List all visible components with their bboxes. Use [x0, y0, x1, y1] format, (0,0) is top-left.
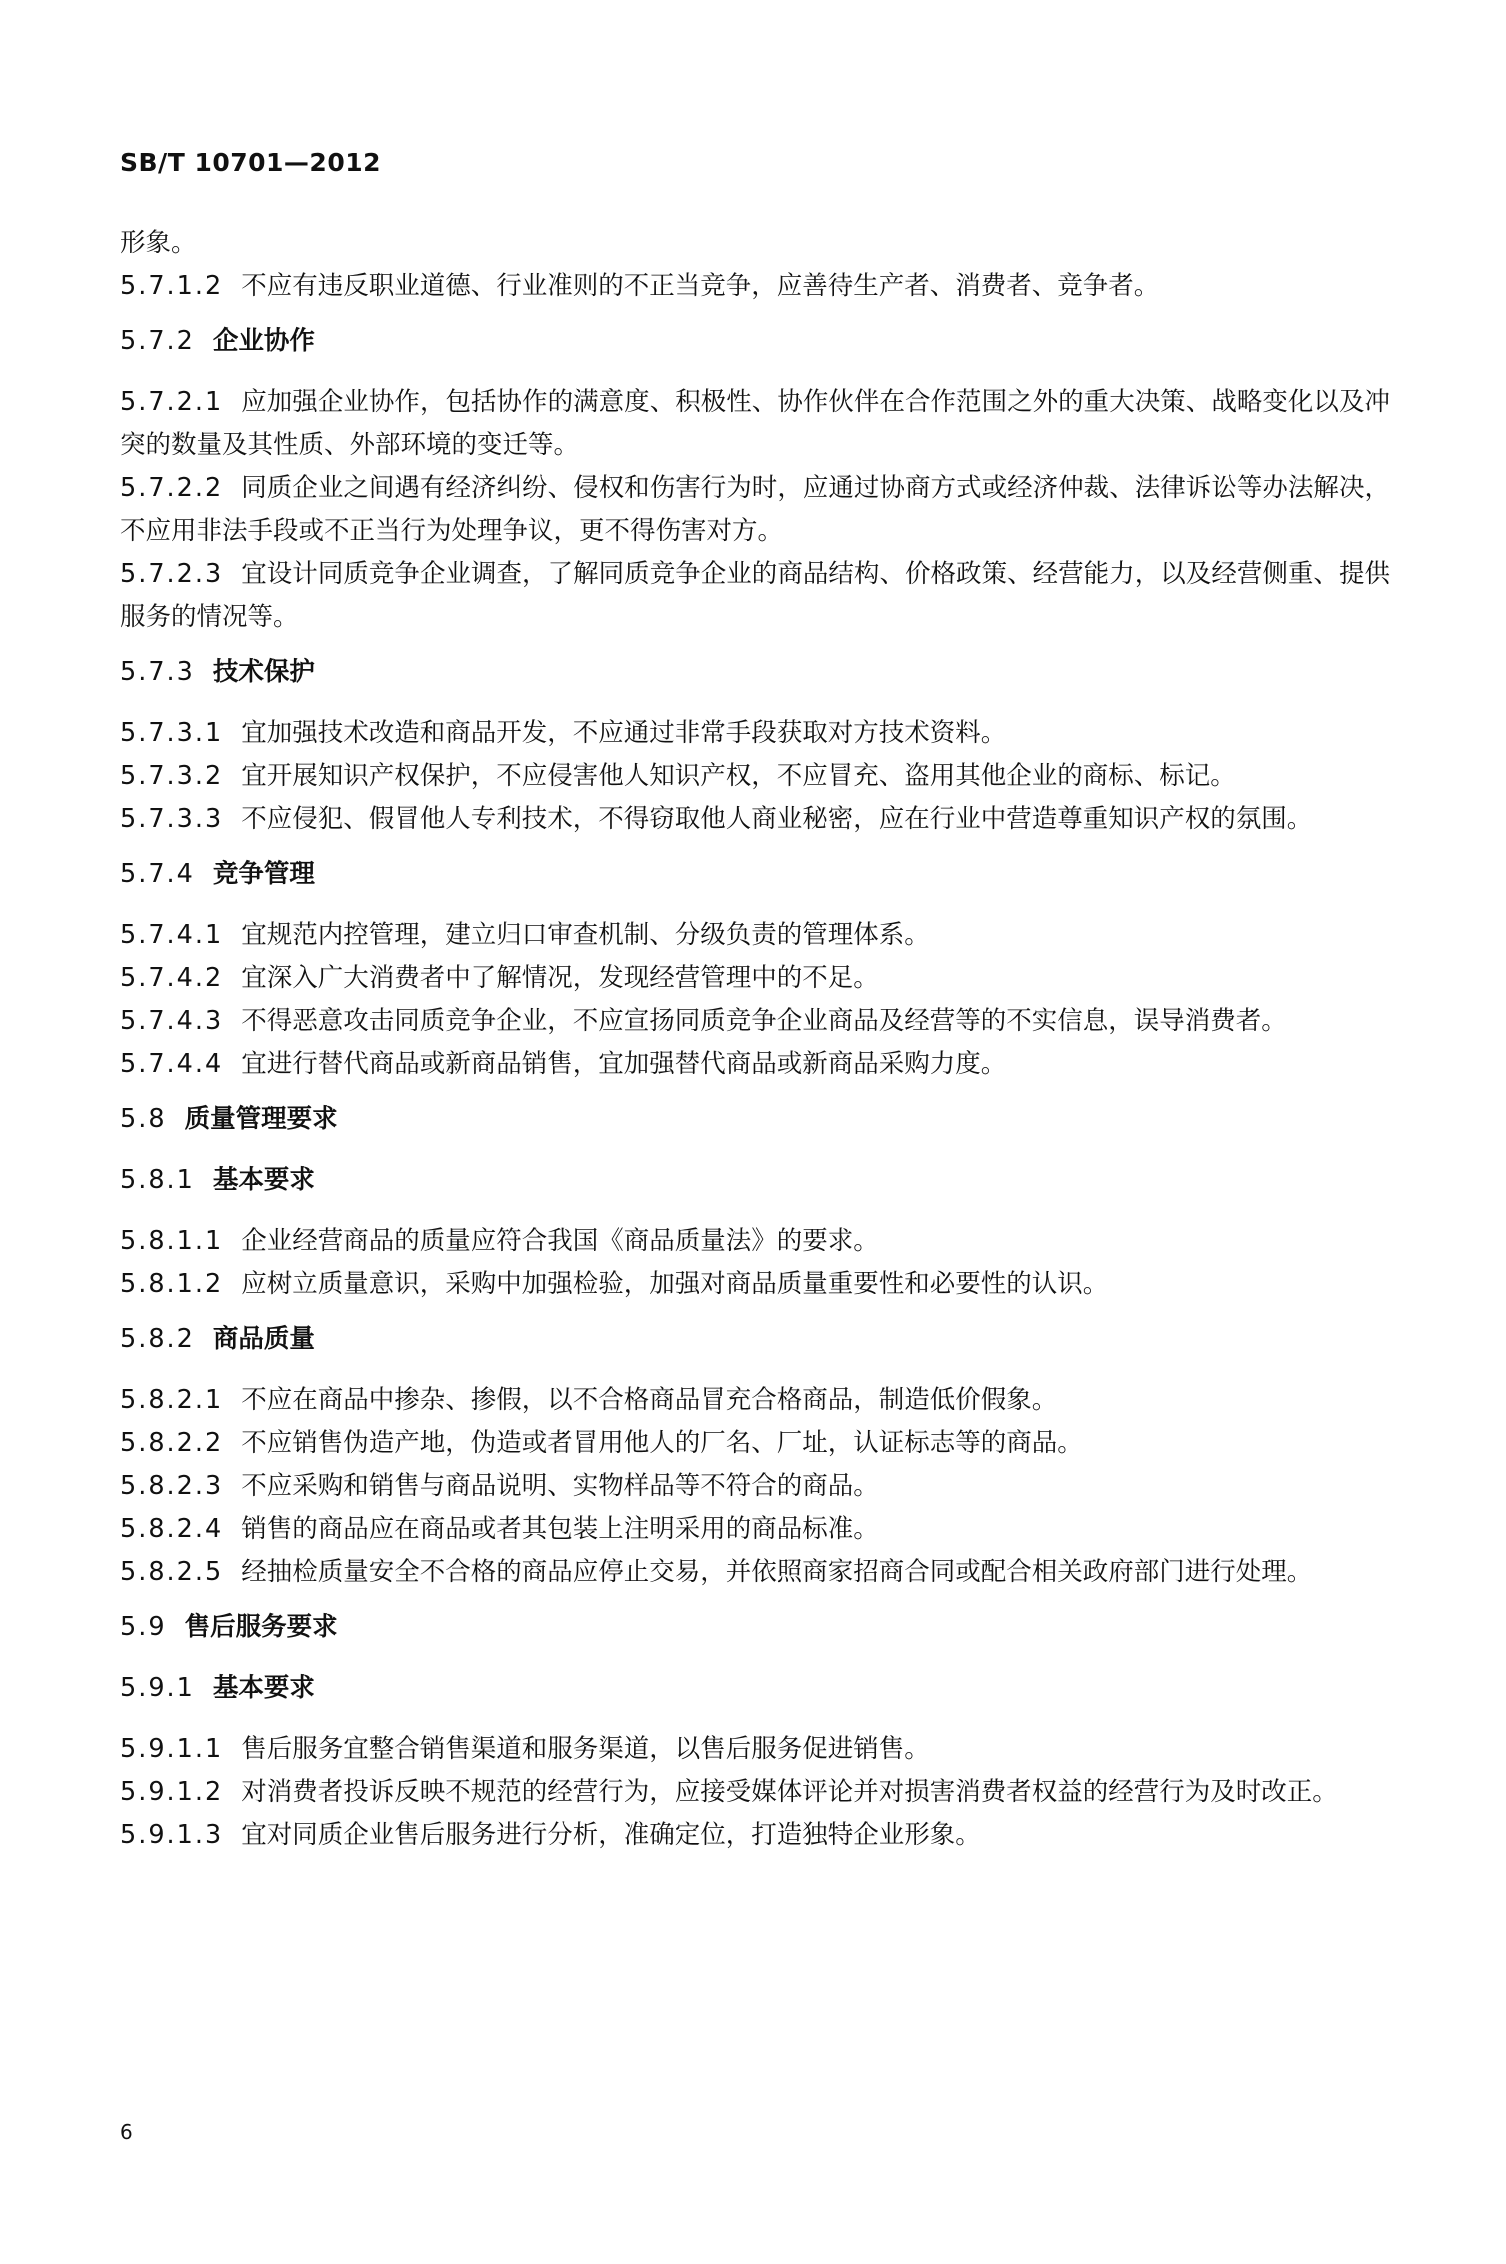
- clause-paragraph: [120, 1220, 1390, 1263]
- clause-text: 不应销售伪造产地，伪造或者冒用他人的厂名、厂址，认证标志等的商品。: [241, 1428, 1083, 1458]
- clause-text: 竞争管理: [212, 859, 315, 889]
- clause-paragraph: [120, 957, 1390, 1000]
- clause-number: 5.8.2.3: [120, 1471, 224, 1501]
- section-heading: [120, 1318, 1390, 1361]
- clause-text: 应加强企业协作，包括协作的满意度、积极性、协作伙伴在合作范围之外的重大决策、战略变化以及冲突的数量及其性质、外部环境的变迁等。: [120, 387, 1390, 460]
- clause-paragraph: [120, 798, 1390, 841]
- clause-paragraph: [120, 1771, 1390, 1814]
- clause-number: 5.8.2.4: [120, 1514, 224, 1544]
- clause-text: 不应有违反职业道德、行业准则的不正当竞争，应善待生产者、消费者、竞争者。: [241, 271, 1160, 301]
- clause-number: 5.9.1.3: [120, 1820, 224, 1850]
- clause-paragraph: [120, 1728, 1390, 1771]
- clause-paragraph: [120, 1263, 1390, 1306]
- clause-text: 同质企业之间遇有经济纠纷、侵权和伤害行为时，应通过协商方式或经济仲裁、法律诉讼等办法解决，不应用非法手段或不正当行为处理争议，更不得伤害对方。: [120, 473, 1390, 546]
- clause-paragraph: [120, 265, 1390, 308]
- clause-paragraph: [120, 1043, 1390, 1086]
- clause-number: 5.8.1: [120, 1165, 195, 1195]
- clause-text: 企业经营商品的质量应符合我国《商品质量法》的要求。: [241, 1226, 879, 1256]
- clause-text: 宜加强技术改造和商品开发，不应通过非常手段获取对方技术资料。: [241, 718, 1007, 748]
- clause-number: 5.8.2.5: [120, 1557, 224, 1587]
- clause-number: 5.7.2.1: [120, 387, 224, 417]
- clause-number: 5.8: [120, 1104, 167, 1134]
- clause-paragraph: [120, 712, 1390, 755]
- clause-text: 质量管理要求: [184, 1104, 338, 1134]
- clause-text: 商品质量: [212, 1324, 315, 1354]
- clause-number: 5.9.1.1: [120, 1734, 224, 1764]
- clause-number: 5.7.4.1: [120, 920, 224, 950]
- clause-text: 技术保护: [212, 657, 315, 687]
- section-heading: [120, 1098, 1390, 1141]
- clause-number: 5.8.2.1: [120, 1385, 224, 1415]
- clause-number: 5.8.2.2: [120, 1428, 224, 1458]
- section-heading: [120, 1159, 1390, 1202]
- clause-text: 不应在商品中掺杂、掺假，以不合格商品冒充合格商品，制造低价假象。: [241, 1385, 1058, 1415]
- clause-text: 对消费者投诉反映不规范的经营行为，应接受媒体评论并对损害消费者权益的经营行为及时改正。: [241, 1777, 1338, 1807]
- clause-paragraph: [120, 381, 1390, 467]
- clause-paragraph: [120, 1551, 1390, 1594]
- clause-number: 5.7.4: [120, 859, 195, 889]
- clause-number: 5.7.2.2: [120, 473, 224, 503]
- clause-number: 5.7.1.2: [120, 271, 224, 301]
- clause-text: 不应采购和销售与商品说明、实物样品等不符合的商品。: [241, 1471, 879, 1501]
- standard-header: SB/T 10701—2012: [120, 148, 382, 177]
- clause-text: 售后服务要求: [184, 1612, 338, 1642]
- clause-number: 5.8.1.2: [120, 1269, 224, 1299]
- clause-paragraph: [120, 1000, 1390, 1043]
- clause-number: 5.7.4.2: [120, 963, 224, 993]
- clause-number: 5.7.3: [120, 657, 195, 687]
- clause-paragraph: [120, 467, 1390, 553]
- section-heading: [120, 320, 1390, 363]
- clause-paragraph: [120, 553, 1390, 639]
- clause-text: 宜对同质企业售后服务进行分析，准确定位，打造独特企业形象。: [241, 1820, 981, 1850]
- clause-text: 宜深入广大消费者中了解情况，发现经营管理中的不足。: [241, 963, 879, 993]
- clause-number: 5.7.3.1: [120, 718, 224, 748]
- clause-text: 不得恶意攻击同质竞争企业，不应宣扬同质竞争企业商品及经营等的不实信息，误导消费者。: [241, 1006, 1287, 1036]
- clause-text: 宜进行替代商品或新商品销售，宜加强替代商品或新商品采购力度。: [241, 1049, 1007, 1079]
- section-heading: [120, 1667, 1390, 1710]
- clause-paragraph: [120, 1422, 1390, 1465]
- clause-text: 基本要求: [212, 1673, 315, 1703]
- clause-text: 售后服务宜整合销售渠道和服务渠道，以售后服务促进销售。: [241, 1734, 930, 1764]
- clause-number: 5.7.3.3: [120, 804, 224, 834]
- clause-paragraph: [120, 914, 1390, 957]
- clause-paragraph: [120, 1814, 1390, 1857]
- clause-number: 5.7.4.4: [120, 1049, 224, 1079]
- clause-paragraph: [120, 1508, 1390, 1551]
- clause-number: 5.7.4.3: [120, 1006, 224, 1036]
- clause-text: 应树立质量意识，采购中加强检验，加强对商品质量重要性和必要性的认识。: [241, 1269, 1109, 1299]
- clause-number: 5.8.2: [120, 1324, 195, 1354]
- clause-text: 宜开展知识产权保护，不应侵害他人知识产权，不应冒充、盗用其他企业的商标、标记。: [241, 761, 1236, 791]
- clause-number: 5.8.1.1: [120, 1226, 224, 1256]
- clause-number: 5.9.1.2: [120, 1777, 224, 1807]
- clause-paragraph: [120, 1465, 1390, 1508]
- clause-paragraph: [120, 222, 1390, 265]
- clause-text: 形象。: [120, 228, 197, 258]
- clause-text: 基本要求: [212, 1165, 315, 1195]
- clause-text: 销售的商品应在商品或者其包装上注明采用的商品标准。: [241, 1514, 879, 1544]
- clause-paragraph: [120, 755, 1390, 798]
- document-body: [120, 222, 1390, 1857]
- section-heading: [120, 1606, 1390, 1649]
- clause-text: 宜规范内控管理，建立归口审查机制、分级负责的管理体系。: [241, 920, 930, 950]
- clause-text: 企业协作: [212, 326, 315, 356]
- clause-text: 宜设计同质竞争企业调查，了解同质竞争企业的商品结构、价格政策、经营能力，以及经营侧重、提供服务的情况等。: [120, 559, 1390, 632]
- page-number: 6: [120, 2120, 133, 2144]
- clause-text: 经抽检质量安全不合格的商品应停止交易，并依照商家招商合同或配合相关政府部门进行处理。: [241, 1557, 1313, 1587]
- clause-paragraph: [120, 1379, 1390, 1422]
- section-heading: [120, 853, 1390, 896]
- clause-number: 5.7.2: [120, 326, 195, 356]
- clause-number: 5.9.1: [120, 1673, 195, 1703]
- clause-number: 5.9: [120, 1612, 167, 1642]
- section-heading: [120, 651, 1390, 694]
- clause-text: 不应侵犯、假冒他人专利技术，不得窃取他人商业秘密，应在行业中营造尊重知识产权的氛围。: [241, 804, 1313, 834]
- clause-number: 5.7.3.2: [120, 761, 224, 791]
- clause-number: 5.7.2.3: [120, 559, 224, 589]
